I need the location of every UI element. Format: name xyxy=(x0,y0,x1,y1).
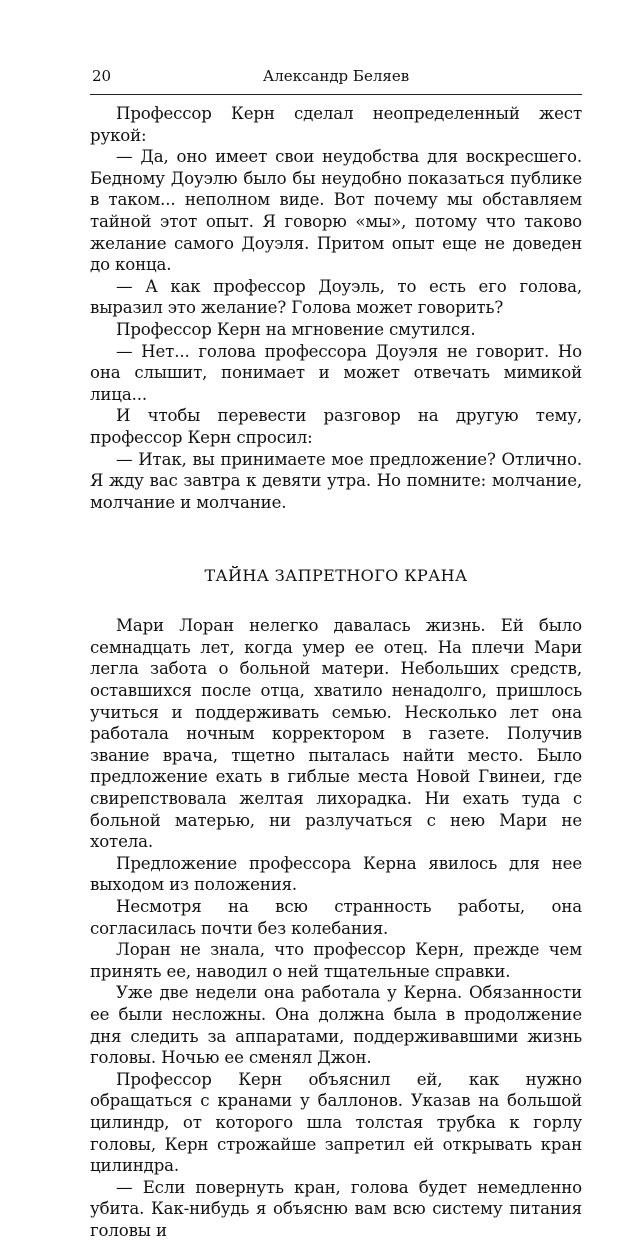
paragraph: Профессор Керн на мгновение смутился. xyxy=(116,319,476,339)
text-after-section xyxy=(90,615,582,1241)
paragraph: Профессор Керн объяснил ей, как нужно обращаться с кранами у баллонов. Указав на большой цилиндр, от которого шла толстая трубка к горлу головы, Керн строжайше запретил ей открывать кран цилиндра. xyxy=(90,1069,582,1176)
paragraph: — Итак, вы принимаете мое предложение? Отлично. Я жду вас завтра к девяти утра. Но помните: молчание, молчание и молчание. xyxy=(90,449,582,512)
paragraph: Уже две недели она работала у Керна. Обязанности ее были несложны. Она должна была в продолжение дня следить за аппаратами, поддерживавшими жизнь головы. Ночью ее сменял Джон. xyxy=(90,983,582,1068)
paragraph: Лоран не знала, что профессор Керн, прежде чем принять ее, наводил о ней тщательные справки. xyxy=(90,940,582,981)
paragraph: — Да, оно имеет свои неудобства для воскресшего. Бедному Доуэлю было бы неудобно показаться публике в таком... неполном виде. Вот почему мы обставляем тайной этот опыт. Я говорю «мы», потому что таково желание самого Доуэля. Притом опыт еще не доведен до конца. xyxy=(90,147,582,275)
running-head xyxy=(90,62,582,90)
paragraph: — Если повернуть кран, голова будет немедленно убита. Как-нибудь я объясню вам всю систему питания головы и xyxy=(90,1177,582,1240)
paragraph: И чтобы перевести разговор на другую тему, профессор Керн спросил: xyxy=(90,406,582,447)
running-head-author: Александр Беляев xyxy=(262,67,410,85)
paragraph: Предложение профессора Керна явилось для нее выходом из положения. xyxy=(90,853,582,895)
text-before-section xyxy=(90,103,582,513)
paragraph: Несмотря на всю странность работы, она согласилась почти без колебания. xyxy=(90,897,582,938)
page-number: 20 xyxy=(92,67,112,85)
paragraph: — А как профессор Доуэль, то есть его голова, выразил это желание? Голова может говорить? xyxy=(90,276,582,318)
paragraph: Мари Лоран нелегко давалась жизнь. Ей было семнадцать лет, когда умер ее отец. На плечи Мари легла забота о больной матери. Небольших средств, оставшихся после отца, хватило ненадолго, пришлось учиться и поддерживать семью. Несколько лет она работала ночным корректором в газете. Получив звание врача, тщетно пыталась найти место. Было предложение ехать в гиблые места Новой Гвинеи, где свирепствовала желтая лихорадка. Ни ехать туда с больной матерью, ни разлучаться с нею Мари не хотела. xyxy=(90,616,582,852)
paragraph: — Нет... голова профессора Доуэля не говорит. Но она слышит, понимает и может отвечать мимикой лица... xyxy=(90,341,582,404)
header-rule xyxy=(90,94,582,95)
section-title: ТАЙНА ЗАПРЕТНОГО КРАНА xyxy=(204,566,468,586)
paragraph: Профессор Керн сделал неопределенный жест рукой: xyxy=(90,104,582,145)
book-page xyxy=(90,62,582,1242)
